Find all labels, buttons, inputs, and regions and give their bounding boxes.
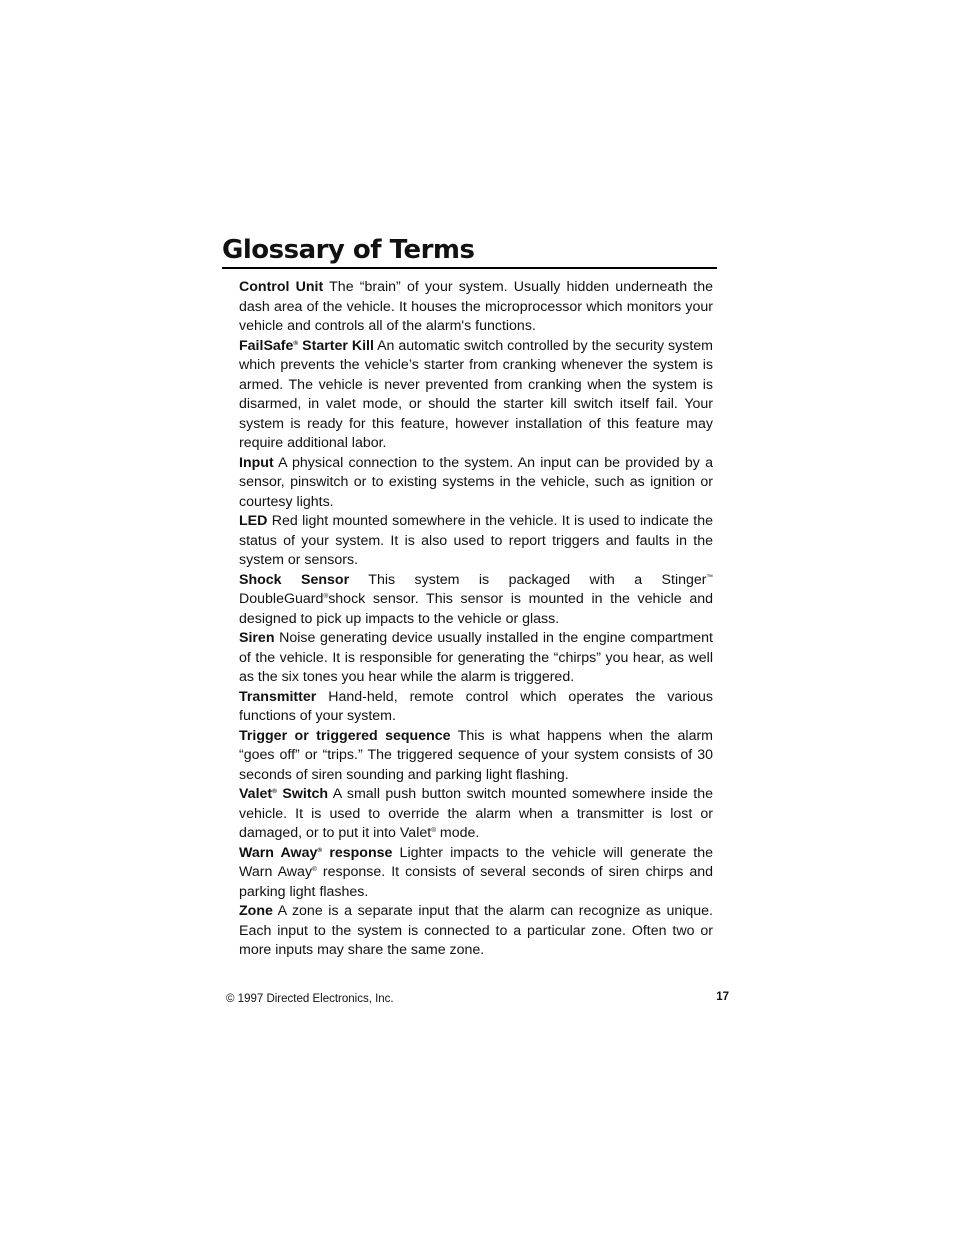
term-shock-sensor: Shock Sensor bbox=[239, 571, 350, 588]
term-starter-kill-label: Starter Kill bbox=[298, 337, 374, 354]
term-failsafe-label: FailSafe bbox=[239, 337, 294, 354]
definition-input: A physical connection to the system. An input can be provided by a sensor, pinswitch or to existing systems in the vehicle, such as ignition or courtesy lights. bbox=[239, 454, 713, 510]
glossary-entry-siren bbox=[239, 629, 713, 688]
definition-siren: Noise generating device usually installed in the engine compartment of the vehicle. It is responsible for generating the “chirps” you hear, as well as the six tones you hear while the alarm is triggered. bbox=[239, 630, 713, 685]
glossary-entry-transmitter bbox=[239, 688, 713, 727]
term-switch-label: Switch bbox=[276, 786, 329, 802]
page-number: 17 bbox=[716, 991, 729, 1003]
glossary-entry-trigger bbox=[239, 727, 713, 786]
registered-mark: ® bbox=[312, 866, 317, 873]
definition-valet-switch-part-1: A small push button switch mounted somewhere inside the vehicle. It is used to override the alarm when a transmitter is lost or damaged, or to put it into Valet bbox=[239, 786, 713, 841]
glossary-entry-led bbox=[239, 512, 713, 571]
definition-trigger: This is what happens when the alarm “goes off” or “trips.” The triggered sequence of your system consists of 30 seconds of siren sounding and parking light flashing. bbox=[239, 727, 713, 783]
term-transmitter: Transmitter bbox=[239, 688, 317, 705]
term-valet-switch bbox=[239, 786, 328, 802]
definition-control-unit: The “brain” of your system. Usually hidden underneath the dash area of the vehicle. It houses the microprocessor which monitors your vehicle and controls all of the alarm's functions. bbox=[239, 279, 713, 334]
term-response-label: response bbox=[322, 844, 393, 861]
glossary-entry-failsafe-starter-kill bbox=[239, 337, 713, 454]
term-valet-label: Valet bbox=[239, 786, 273, 802]
registered-mark: ® bbox=[272, 788, 277, 795]
trademark-mark: ™ bbox=[706, 573, 714, 581]
term-failsafe-starter-kill bbox=[239, 338, 374, 354]
glossary-entry-valet-switch bbox=[239, 785, 713, 844]
term-zone: Zone bbox=[239, 903, 273, 919]
glossary-entry-input bbox=[239, 454, 713, 513]
definition-transmitter: Hand-held, remote control which operates the various functions of your system. bbox=[239, 688, 713, 724]
definition-warn-away-part-1: Lighter impacts to the vehicle will generate the Warn Away bbox=[239, 844, 713, 880]
term-control-unit: Control Unit bbox=[239, 279, 324, 295]
definition-led: Red light mounted somewhere in the vehicle. It is used to indicate the status of your system. It is also used to report triggers and faults in the system or sensors. bbox=[239, 513, 713, 568]
term-led: LED bbox=[239, 513, 268, 529]
glossary-entry-shock-sensor bbox=[239, 571, 713, 630]
definition-shock-sensor-part-2: DoubleGuard bbox=[239, 591, 324, 607]
copyright-notice: © 1997 Directed Electronics, Inc. bbox=[226, 993, 394, 1005]
term-warn-away-label: Warn Away bbox=[239, 844, 318, 861]
definition-failsafe-starter-kill: An automatic switch controlled by the security system which prevents the vehicle’s starter from cranking whenever the system is armed. The vehicle is never prevented from cranking when the system is disarmed, in valet mode, or should the starter kill switch itself fail. Your system is ready for this feature, however installation of this feature may require additional labor. bbox=[239, 337, 713, 451]
term-trigger: Trigger or triggered sequence bbox=[239, 727, 451, 744]
glossary-entry-control-unit bbox=[239, 278, 713, 337]
definition-warn-away-part-2: response. It consists of several seconds of siren chirps and parking light flashes. bbox=[239, 864, 713, 900]
definition-zone: A zone is a separate input that the alarm can recognize as unique. Each input to the system is connected to a particular zone. Often two or more inputs may share the same zone. bbox=[239, 903, 713, 958]
glossary-list bbox=[239, 278, 713, 961]
term-siren: Siren bbox=[239, 630, 275, 646]
definition-valet-switch-part-2: mode. bbox=[435, 825, 480, 841]
definition-shock-sensor-part-1: This system is packaged with a Stinger bbox=[349, 571, 707, 588]
term-input: Input bbox=[239, 454, 274, 471]
registered-mark: ® bbox=[431, 827, 436, 834]
page-title: Glossary of Terms bbox=[222, 233, 717, 269]
glossary-entry-zone bbox=[239, 902, 713, 961]
glossary-entry-warn-away bbox=[239, 844, 713, 903]
registered-mark: ® bbox=[317, 846, 323, 854]
registered-mark: ® bbox=[323, 593, 329, 600]
registered-mark: ® bbox=[293, 339, 299, 347]
definition-shock-sensor-part-3: shock sensor. This sensor is mounted in the vehicle and designed to pick up impacts to the vehicle or glass. bbox=[239, 591, 713, 627]
term-warn-away-response bbox=[239, 845, 392, 861]
